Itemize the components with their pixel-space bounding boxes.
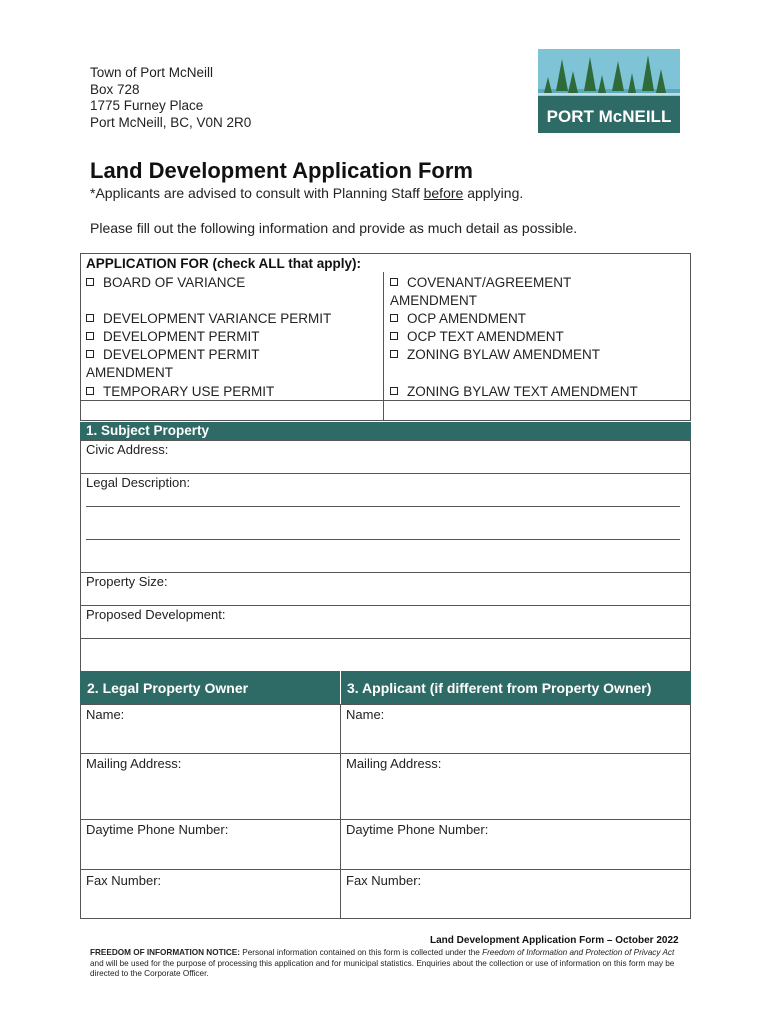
advisory-note — [90, 185, 523, 201]
property-size-label: Property Size: — [86, 574, 168, 589]
checkbox-icon[interactable] — [86, 387, 94, 395]
proposed-development-label: Proposed Development: — [86, 607, 226, 622]
legal-description-line-2[interactable] — [86, 539, 680, 541]
legal-description-label: Legal Description: — [86, 475, 191, 490]
heading-divider — [340, 671, 341, 705]
applicant-heading: 3. Applicant (if different from Property Owner) — [340, 671, 691, 705]
row-divider — [80, 473, 691, 474]
subject-property-heading: 1. Subject Property — [80, 422, 691, 441]
option-development-permit-amendment[interactable] — [86, 346, 326, 381]
checkbox-icon[interactable] — [86, 278, 94, 286]
option-label: BOARD OF VARIANCE — [103, 275, 246, 290]
notice-act: Freedom of Information and Protection of Privacy Act — [482, 948, 675, 957]
option-label: ZONING BYLAW AMENDMENT — [407, 347, 601, 362]
application-divider — [383, 272, 384, 421]
row-divider — [80, 819, 691, 820]
option-development-permit[interactable] — [86, 328, 260, 346]
footer-title: Land Development Application Form – October 2022 — [430, 935, 679, 946]
applicant-phone-label: Daytime Phone Number: — [346, 822, 489, 837]
option-label: OCP TEXT AMENDMENT — [407, 329, 564, 344]
owner-name-label: Name: — [86, 707, 125, 722]
option-label: ZONING BYLAW TEXT AMENDMENT — [407, 384, 638, 399]
option-label: COVENANT/AGREEMENT AMENDMENT — [390, 275, 572, 308]
option-label: TEMPORARY USE PERMIT — [103, 384, 275, 399]
applicant-mailing-label: Mailing Address: — [346, 756, 442, 771]
checkbox-icon[interactable] — [390, 332, 398, 340]
owner-phone-label: Daytime Phone Number: — [86, 822, 229, 837]
checkbox-icon[interactable] — [86, 350, 94, 358]
row-divider — [80, 753, 691, 754]
option-zoning-bylaw-text-amendment[interactable] — [390, 383, 638, 401]
option-label: DEVELOPMENT PERMIT — [103, 329, 260, 344]
option-temporary-use-permit[interactable] — [86, 383, 274, 401]
applicant-fax-label: Fax Number: — [346, 873, 422, 888]
checkbox-icon[interactable] — [390, 314, 398, 322]
row-divider — [80, 869, 691, 870]
option-label: OCP AMENDMENT — [407, 311, 527, 326]
advisory-emphasis: before — [423, 185, 464, 201]
address-line-4: Port McNeill, BC, V0N 2R0 — [90, 114, 252, 130]
option-board-of-variance[interactable] — [86, 274, 245, 292]
checkbox-icon[interactable] — [390, 387, 398, 395]
row-divider — [80, 638, 691, 639]
legal-description-line-1[interactable] — [86, 506, 680, 508]
option-ocp-text-amendment[interactable] — [390, 328, 564, 346]
option-label: DEVELOPMENT PERMIT AMENDMENT — [86, 347, 260, 380]
notice-label: FREEDOM OF INFORMATION NOTICE: — [90, 948, 240, 957]
checkbox-icon[interactable] — [86, 332, 94, 340]
checkbox-icon[interactable] — [86, 314, 94, 322]
address-line-1: Town of Port McNeill — [90, 65, 214, 80]
port-mcneill-logo — [538, 49, 680, 133]
option-covenant-agreement-amendment[interactable] — [390, 274, 620, 309]
address-line-2: Box 728 — [90, 81, 140, 97]
owner-mailing-label: Mailing Address: — [86, 756, 182, 771]
owner-fax-label: Fax Number: — [86, 873, 162, 888]
notice-text-1: Personal information contained on this form is collected under the — [239, 948, 483, 957]
legal-property-owner-heading: 2. Legal Property Owner — [80, 671, 340, 705]
advisory-before: *Applicants are advised to consult with Planning Staff — [90, 185, 424, 201]
civic-address-label: Civic Address: — [86, 442, 169, 457]
address-line-3: 1775 Furney Place — [90, 98, 204, 113]
town-address — [90, 65, 251, 131]
application-for-header: APPLICATION FOR (check ALL that apply): — [86, 256, 362, 271]
option-zoning-bylaw-amendment[interactable] — [390, 346, 600, 364]
option-development-variance-permit[interactable] — [86, 310, 331, 328]
logo-graphic — [538, 49, 680, 133]
row-divider — [80, 605, 691, 606]
instruction-text: Please fill out the following information and provide as much detail as possible. — [90, 220, 578, 236]
logo-text: PORT McNEILL — [546, 107, 672, 126]
checkbox-icon[interactable] — [390, 350, 398, 358]
option-label: DEVELOPMENT VARIANCE PERMIT — [103, 311, 332, 326]
column-divider — [340, 704, 341, 919]
page-title: Land Development Application Form — [90, 158, 473, 183]
checkbox-icon[interactable] — [390, 278, 398, 286]
advisory-after: applying. — [463, 185, 524, 201]
option-ocp-amendment[interactable] — [390, 310, 526, 328]
row-divider — [80, 572, 691, 573]
applicant-name-label: Name: — [346, 707, 385, 722]
foi-notice — [90, 948, 690, 980]
notice-text-2: and will be used for the purpose of processing this application and for municipal statistics. Enquiries about the collection or use of information on this form may be directed to the Corporate Officer. — [90, 958, 675, 978]
